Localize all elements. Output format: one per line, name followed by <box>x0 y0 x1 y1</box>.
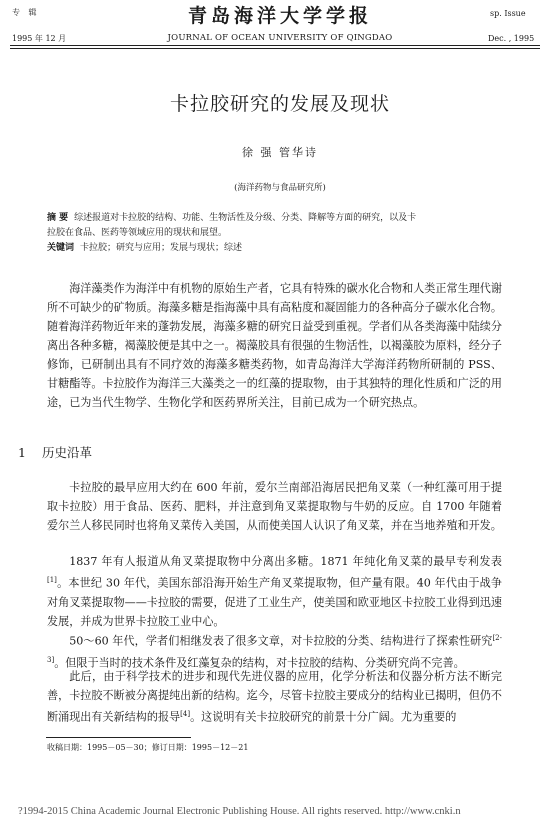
keywords-label: 关键词 <box>47 243 75 253</box>
paragraph-text: 。但限于当时的技术条件及红藻复杂的结构，对卡拉胶的结构、分类研究尚不完善。 <box>54 656 465 670</box>
footnote-dates: 收稿日期：1995－05－30；修订日期：1995－12－21 <box>47 743 249 752</box>
abstract-line-1 <box>47 211 502 226</box>
abstract-text-1: 综述报道对卡拉胶的结构、功能、生物活性及分级、分类、降解等方面的研究，以及卡 <box>74 213 417 223</box>
footnote-rule <box>46 737 191 738</box>
history-paragraph-4 <box>47 667 502 727</box>
header-rule <box>10 45 540 46</box>
paragraph-text: 50～60 年代，学者们相继发表了很多文章，对卡拉胶的分类、结构进行了探索性研究 <box>69 634 493 648</box>
header-rule-thin <box>10 48 540 49</box>
citation-ref: [1] <box>47 576 57 584</box>
article-authors: 徐 强 管华诗 <box>242 146 318 159</box>
keywords-text: 卡拉胶；研究与应用；发展与现状；综述 <box>80 243 243 253</box>
history-paragraph-3 <box>47 629 502 672</box>
paragraph-text: 此后，由于科学技术的进步和现代先进仪器的应用，化学分析法和仪器分析方法不断完善，卡拉胶不断被分离提纯出新的结构。迄今，尽管卡拉胶主要成分的结构业已揭明，但仍不断涌现出有关新结构的报导 <box>47 670 502 724</box>
header-issue-label: 专 辑 <box>12 8 40 17</box>
section-title: 历史沿革 <box>41 445 92 460</box>
header-special-issue: sp. Issue <box>490 9 526 18</box>
paragraph-text: 1837 年有人报道从角叉菜提取物中分离出多糖。1871 年纯化角叉菜的最早专利发表 <box>69 555 502 568</box>
abstract-text-2: 拉胶在食品、医药等领域应用的现状和展望。 <box>47 228 228 238</box>
history-paragraph-2 <box>47 552 502 631</box>
header-english-date: Dec. , 1995 <box>488 34 535 43</box>
abstract-label: 摘 要 <box>47 213 69 223</box>
copyright-watermark: ?1994-2015 China Academic Journal Electronic Publishing House. All rights reserved. http://www.cnki.n <box>18 806 461 817</box>
abstract-block <box>47 211 502 256</box>
intro-paragraph: 海洋藻类作为海洋中有机物的原始生产者，它具有特殊的碳水化合物和人类正常生理代谢所不可缺少的矿物质。海藻多糖是指海藻中具有高粘度和凝固能力的各种高分子碳水化合物。随着海洋药物近年来的蓬勃发展，海藻多糖的研究日益受到重视。学者们从各类海藻中陆续分离出各种多糖，褐藻胶便是其中之一。褐藻胶具有很强的生物活性，以褐藻胶为原料，经分子修饰，已研制出具有不同疗效的海藻多糖类药物，如青岛海洋大学海洋药物所研制的 PSS、甘糖酯等。卡拉胶作为海洋三大藻类之一的红藻的提取物，由于其独特的理化性质和广泛的用途，已为当代生物学、生物化学和医药界所关注，目前已成为一个研究热点。 <box>47 282 502 409</box>
section-number: 1 <box>18 445 26 460</box>
header-date: 1995 年 12 月 <box>12 34 67 43</box>
paragraph-text: 。这说明有关卡拉胶研究的前景十分广阔。尤为重要的 <box>190 710 457 724</box>
history-paragraph-1: 卡拉胶的最早应用大约在 600 年前，爱尔兰南部沿海居民把角叉菜（一种红藻可用于提取卡拉胶）用于食品、医药、肥料，并注意到角叉菜提取物与牛奶的反应。自 1700 年随着爱尔兰人移民同时也将角叉菜传入美国，从而使美国人认识了角叉菜，并在当地养殖和开发。 <box>47 481 502 532</box>
citation-ref: [2-3] <box>47 634 502 664</box>
article-affiliation: (海洋药物与食品研究所) <box>234 183 326 193</box>
journal-title: 青岛海洋大学学报 <box>187 5 372 27</box>
paragraph-text: 。本世纪 30 年代，美国东部沿海开始生产角叉菜提取物，但产量有限。40 年代由于战争对角叉菜提取物——卡拉胶的需要，促进了工业生产，使美国和欧亚地区卡拉胶工业得到迅速发展，并成为世界卡拉胶工业中心。 <box>47 576 502 628</box>
keywords-line <box>47 241 502 256</box>
journal-english-title: JOURNAL OF OCEAN UNIVERSITY OF QINGDAO <box>167 33 393 43</box>
article-title: 卡拉胶研究的发展及现状 <box>169 93 390 115</box>
section-heading <box>18 443 92 461</box>
citation-ref: [4] <box>180 710 191 718</box>
